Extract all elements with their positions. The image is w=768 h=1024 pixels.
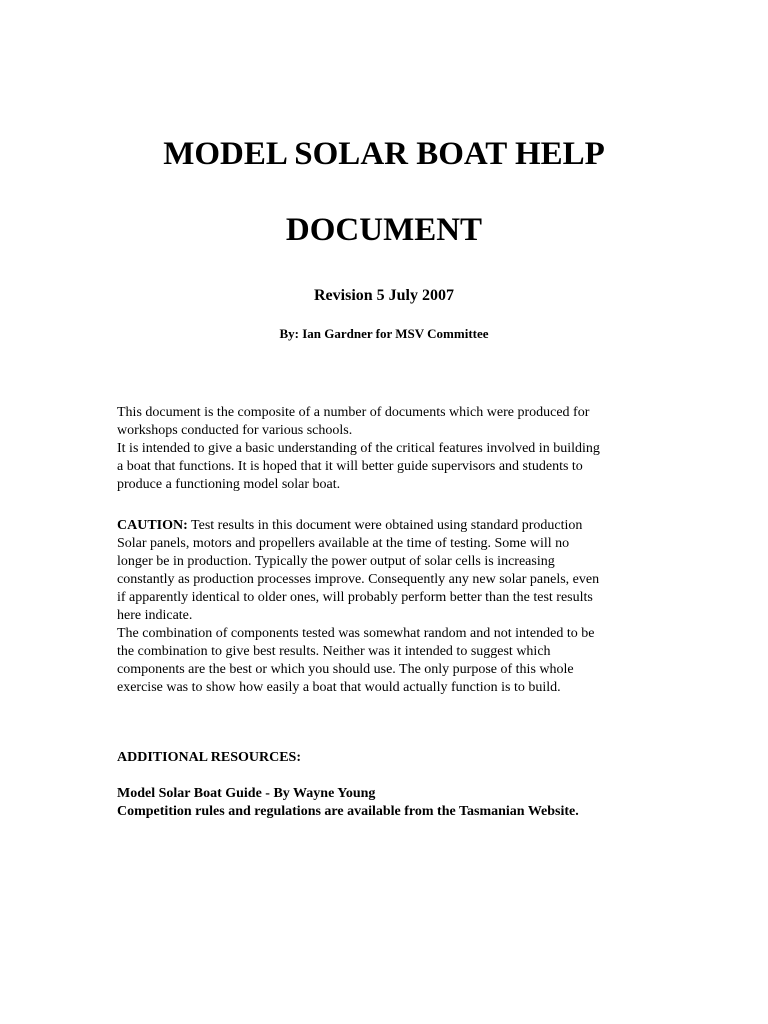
caution-line: exercise was to show how easily a boat that would actually function is to build. [117, 680, 561, 695]
caution-line: The combination of components tested was somewhat random and not intended to be [117, 626, 595, 641]
intro-line: This document is the composite of a number of documents which were produced for [117, 405, 590, 420]
intro-line: It is intended to give a basic understanding of the critical features involved in building [117, 441, 600, 456]
document-title-line-2: DOCUMENT [285, 212, 483, 248]
caution-paragraph [117, 517, 657, 697]
intro-line: a boat that functions. It is hoped that it will better guide supervisors and students to [117, 459, 583, 474]
author-byline: By: Ian Gardner for MSV Committee [279, 326, 489, 341]
additional-resources-list [117, 785, 579, 821]
intro-line: produce a functioning model solar boat. [117, 477, 341, 492]
caution-line: if apparently identical to older ones, will probably perform better than the test results [117, 590, 593, 605]
resource-item: Model Solar Boat Guide - By Wayne Young [117, 786, 376, 801]
additional-resources-heading: ADDITIONAL RESOURCES: [117, 750, 301, 765]
document-title-line-1: MODEL SOLAR BOAT HELP [163, 136, 605, 172]
intro-line: workshops conducted for various schools. [117, 423, 353, 438]
caution-first-line [117, 517, 657, 535]
caution-line: here indicate. [117, 608, 193, 623]
caution-label: CAUTION: [117, 518, 188, 533]
caution-line: components are the best or which you should use. The only purpose of this whole [117, 662, 574, 677]
caution-line: longer be in production. Typically the power output of solar cells is increasing [117, 554, 555, 569]
resource-item: Competition rules and regulations are available from the Tasmanian Website. [117, 804, 579, 819]
intro-paragraph [117, 404, 657, 494]
caution-line: constantly as production processes improve. Consequently any new solar panels, even [117, 572, 600, 587]
revision-date: Revision 5 July 2007 [313, 287, 454, 304]
caution-first-line-text: Test results in this document were obtained using standard production [187, 518, 583, 533]
caution-line: Solar panels, motors and propellers available at the time of testing. Some will no [117, 536, 570, 551]
caution-line: the combination to give best results. Neither was it intended to suggest which [117, 644, 551, 659]
